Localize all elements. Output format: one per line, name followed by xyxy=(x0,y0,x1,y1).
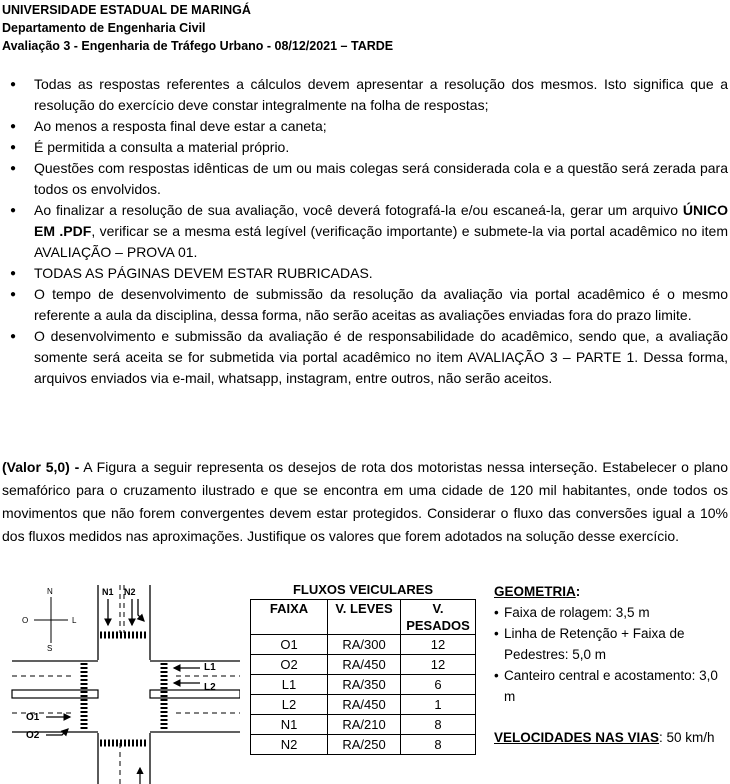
table-row xyxy=(251,695,476,715)
upload-text-bold: ÚNICO EM .PDF xyxy=(34,202,728,239)
geometry-item: • Linha de Retenção + Faixa de Pedestres: 5,0 m xyxy=(494,623,726,665)
question-text: A Figura a seguir representa os desejos de rota dos motoristas nessa interseção. Estabelecer o plano semafórico para o cruzamento ilustrado e que se encontra em uma cidade de 120 mil habitantes, onde todos os movimentos que não forem convergentes devem estar protegidos. Considerar o fluxo das conversões igual a 10% dos fluxos medidos nas aproximações. Justifique os valores que forem adotados na solução desse exercício. xyxy=(2,459,728,544)
question-value: (Valor 5,0) - xyxy=(2,459,80,475)
instruction-item: ● O desenvolvimento e submissão da avaliação é de responsabilidade do acadêmico, sendo que, a avaliação somente será aceita se for submetida via portal acadêmico no item AVALIAÇÃO 3 – PARTE 1. Dessa forma, arquivos enviados via e-mail, whatsapp, instagram, entre outros, não serão aceitos. xyxy=(10,326,728,389)
table-row xyxy=(251,635,476,655)
header-faixa: FAIXA xyxy=(251,600,328,635)
speed-value: : 50 km/h xyxy=(659,730,715,745)
document-header xyxy=(2,1,393,55)
instruction-item: ● Ao menos a resposta final deve estar a caneta; xyxy=(10,116,728,137)
cell: O1 xyxy=(251,635,328,655)
label-l1: L1 xyxy=(204,662,216,673)
compass-s: S xyxy=(47,644,53,653)
cell: L2 xyxy=(251,695,328,715)
geometry-title: GEOMETRIA xyxy=(494,584,576,599)
cell: 12 xyxy=(401,655,476,675)
cell: L1 xyxy=(251,675,328,695)
crosswalks xyxy=(84,635,164,743)
instruction-list xyxy=(10,74,728,389)
cell: 8 xyxy=(401,715,476,735)
university-name: UNIVERSIDADE ESTADUAL DE MARINGÁ xyxy=(2,3,251,17)
cell: 1 xyxy=(401,695,476,715)
cell: N2 xyxy=(251,735,328,755)
instruction-item: ● O tempo de desenvolvimento de submissão da resolução da avaliação via portal acadêmico é o mesmo referente a aula da disciplina, dessa forma, não serão aceitas as avaliações enviadas fora do prazo limite. xyxy=(10,284,728,326)
geometry-item: • Faixa de rolagem: 3,5 m xyxy=(494,602,726,623)
flows-table-block xyxy=(250,581,476,755)
table-row xyxy=(251,735,476,755)
instruction-item: ● Questões com respostas idênticas de um ou mais colegas será considerada cola e a questão será zerada para todos os envolvidos. xyxy=(10,158,728,200)
instruction-item: ● É permitida a consulta a material próprio. xyxy=(10,137,728,158)
compass-l: L xyxy=(72,616,77,625)
cell: RA/450 xyxy=(328,695,401,715)
cell: RA/350 xyxy=(328,675,401,695)
geometry-item: • Canteiro central e acostamento: 3,0 m xyxy=(494,665,726,707)
department-name: Departamento de Engenharia Civil xyxy=(2,21,206,35)
label-l2: L2 xyxy=(204,682,216,693)
upload-text-1: Ao finalizar a resolução de sua avaliação, você deverá fotografá-la e/ou escaneá-la, gerar um arquivo xyxy=(34,202,683,218)
cell: RA/450 xyxy=(328,655,401,675)
compass-icon xyxy=(22,587,77,653)
label-n1: N1 xyxy=(102,587,114,597)
instruction-item xyxy=(10,200,728,263)
cell: O2 xyxy=(251,655,328,675)
cell: N1 xyxy=(251,715,328,735)
instruction-item: ● Todas as respostas referentes a cálculos devem apresentar a resolução dos mesmos. Isto significa que a resolução do exercício deve constar integralmente na folha de respostas; xyxy=(10,74,728,116)
cell: 8 xyxy=(401,735,476,755)
table-row xyxy=(251,715,476,735)
cell: RA/210 xyxy=(328,715,401,735)
cell: 12 xyxy=(401,635,476,655)
question-statement xyxy=(2,456,728,548)
upload-text-2: , verificar se a mesma está legível (verificação importante) e submete-la via portal acadêmico no item AVALIAÇÃO – PROVA 01. xyxy=(34,223,728,260)
header-v-pesados: V. PESADOS xyxy=(401,600,476,635)
cell: RA/300 xyxy=(328,635,401,655)
table-row xyxy=(251,675,476,695)
label-n2: N2 xyxy=(124,587,136,597)
geometry-colon: : xyxy=(575,584,581,599)
cell: 6 xyxy=(401,675,476,695)
cell: RA/250 xyxy=(328,735,401,755)
table-row xyxy=(251,655,476,675)
exam-title: Avaliação 3 - Engenharia de Tráfego Urbano - 08/12/2021 – TARDE xyxy=(2,39,394,53)
intersection-diagram xyxy=(0,585,240,784)
geometry-list xyxy=(494,602,726,707)
compass-o: O xyxy=(22,616,29,625)
label-o2: O2 xyxy=(26,730,40,741)
flows-table xyxy=(250,599,476,755)
north-approach-arrows xyxy=(108,599,144,625)
geometry-block xyxy=(494,581,726,748)
north-south-road xyxy=(98,585,150,784)
flows-table-title: FLUXOS VEICULARES xyxy=(292,582,434,597)
speed-label: VELOCIDADES NAS VIAS xyxy=(494,730,660,745)
instruction-item: ● TODAS AS PÁGINAS DEVEM ESTAR RUBRICADAS. xyxy=(10,263,728,284)
speed-line xyxy=(494,727,726,748)
label-o1: O1 xyxy=(26,712,40,723)
header-v-leves: V. LEVES xyxy=(328,600,401,635)
compass-n: N xyxy=(47,587,53,596)
